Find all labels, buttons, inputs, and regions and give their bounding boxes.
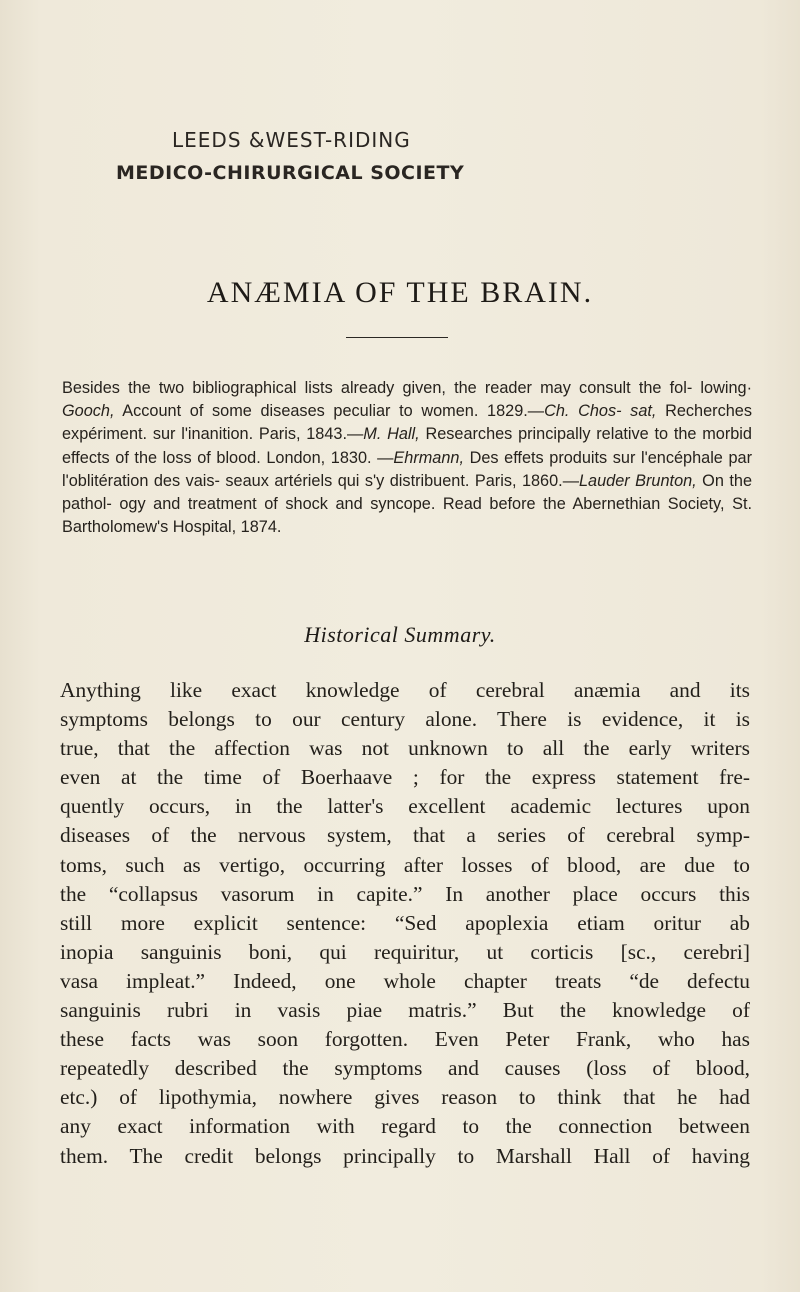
ref-author: M. Hall, — [363, 425, 420, 444]
text-line: the “collapsus vasorum in capite.” In another place occurs this — [60, 881, 750, 906]
text-line: any exact information with regard to the connection between — [60, 1114, 750, 1139]
text-line: these facts was soon forgotten. Even Peter Frank, who has — [60, 1027, 750, 1052]
bibliography-intro: Besides the two bibliographical lists already given, the reader may consult the fol- lowing· — [62, 379, 752, 397]
chapter-title: ANÆMIA OF THE BRAIN. — [206, 276, 594, 309]
text-line: still more explicit sentence: “Sed apoplexia etiam oritur ab — [60, 910, 750, 935]
ref-text: Des effets produits sur l'encéphale par l'oblitération des vais- seaux artériels qui s'y distribuent. Paris, 1860.— — [62, 448, 752, 490]
ref-author: Gooch, — [62, 402, 115, 421]
text-line: repeatedly described the symptoms and causes (loss of blood, — [60, 1056, 750, 1081]
text-line: symptoms belongs to our century alone. There is evidence, it is — [60, 707, 750, 732]
ref-author: Lauder Brunton, — [578, 471, 697, 490]
ref-text: Recherches expériment. sur l'inanition. Paris, 1843.— — [62, 402, 752, 444]
bibliography-note — [62, 377, 752, 539]
text-line: diseases of the nervous system, that a series of cerebral symp- — [60, 823, 750, 848]
ref-author: Ehrmann, — [393, 448, 464, 467]
body-paragraph — [60, 676, 750, 1171]
text-line: sanguinis rubri in vasis piae matris.” But the knowledge of — [60, 998, 750, 1023]
ref-text: Account of some diseases peculiar to women. 1829.— — [114, 402, 545, 421]
text-line: etc.) of lipothymia, nowhere gives reason to think that he had — [60, 1085, 750, 1110]
text-line: inopia sanguinis boni, qui requiritur, ut corticis [sc., cerebri] — [60, 939, 750, 964]
section-heading: Historical Summary. — [304, 622, 496, 647]
text-line: vasa impleat.” Indeed, one whole chapter treats “de defectu — [60, 968, 750, 993]
stamp-line-2: MEDICO-CHIRURGICAL SOCIETY — [116, 162, 465, 184]
text-line: toms, such as vertigo, occurring after losses of blood, are due to — [60, 852, 750, 877]
text-line: them. The credit belongs principally to Marshall Hall of having — [60, 1143, 750, 1168]
ref-text: Researches principally relative to the morbid effects of the loss of blood. London, 1830. — — [62, 425, 752, 467]
text-line: true, that the affection was not unknown to all the early writers — [60, 736, 750, 761]
text-line: quently occurs, in the latter's excellent academic lectures upon — [60, 794, 750, 819]
text-line: even at the time of Boerhaave ; for the express statement fre- — [60, 765, 750, 790]
ref-text: On the pathol- ogy and treatment of shock and syncope. Read before the Abernethian Society, St. Bartholomew's Hospital, 1874. — [62, 471, 752, 537]
text-line: Anything like exact knowledge of cerebral anæmia and its — [60, 678, 750, 702]
title-divider — [346, 337, 448, 338]
stamp-line-1: LEEDS &WEST-RIDING — [172, 128, 411, 152]
ref-author: Ch. Chos- sat, — [544, 402, 657, 421]
